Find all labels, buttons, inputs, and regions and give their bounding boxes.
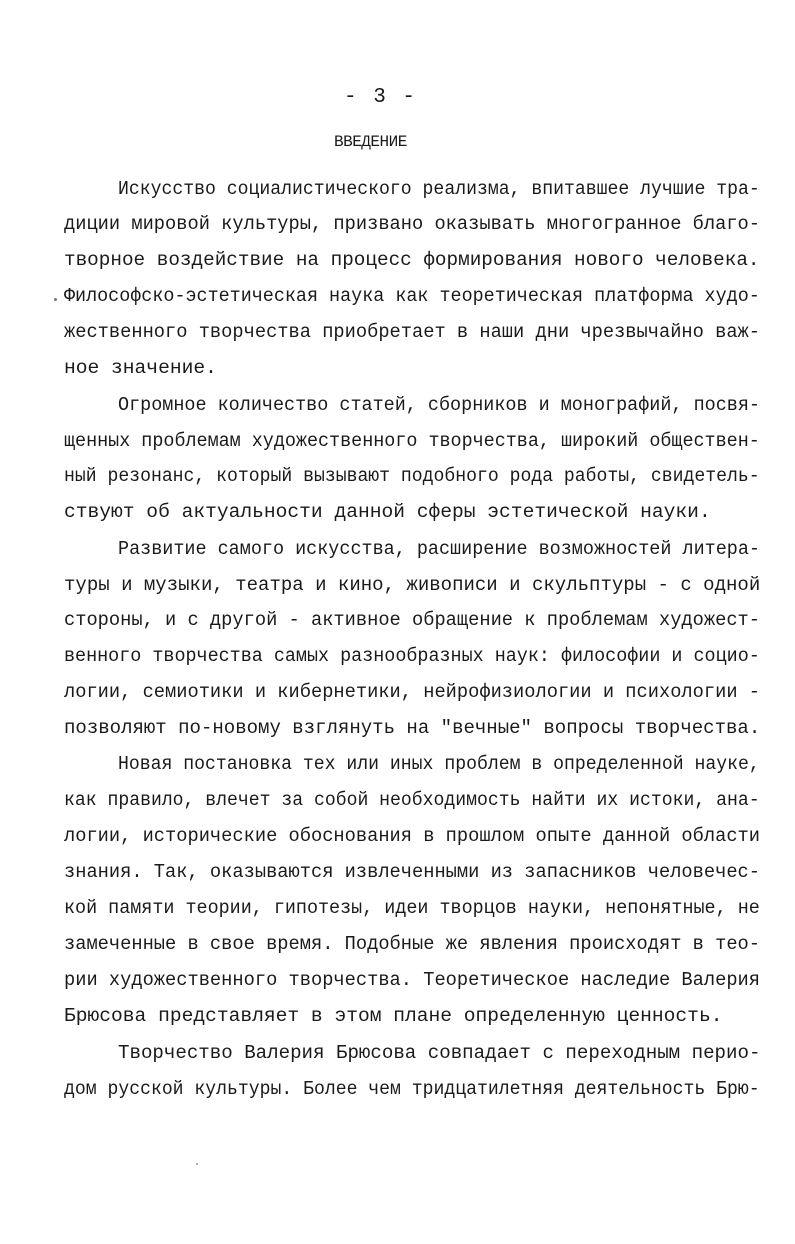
text-line: ный резонанс, который вызывают подобного рода работы, свидетель- bbox=[64, 465, 760, 487]
text-line: замеченные в свое время. Подобные же явления происходят в тео- bbox=[64, 933, 761, 955]
text-line: Искусство социалистического реализма, впитавшее лучшие тра- bbox=[118, 178, 760, 200]
text-line: диции мировой культуры, призвано оказывать многогранное благо- bbox=[64, 213, 761, 235]
text-line: Развитие самого искусства, расширение возможностей литера- bbox=[118, 538, 760, 560]
text-line: логии, семиотики и кибернетики, нейрофизиологии и психологии - bbox=[64, 681, 761, 703]
text-line: ное значение. bbox=[64, 357, 217, 379]
text-line: позволяют по-новому взглянуть на "вечные" вопросы творчества. bbox=[64, 717, 761, 739]
text-line: жественного творчества приобретает в наши дни чрезвычайно важ- bbox=[64, 321, 761, 343]
text-line: знания. Так, оказываются извлеченными из запасников человечес- bbox=[64, 861, 761, 883]
text-line: логии, исторические обоснования в прошлом опыте данной области bbox=[64, 825, 761, 847]
section-heading: ВВЕДЕНИЕ bbox=[334, 133, 407, 151]
text-line: Огромное количество статей, сборников и монографий, посвя- bbox=[118, 394, 760, 416]
scan-speck bbox=[54, 298, 57, 301]
text-line: туры и музыки, театра и кино, живописи и скульптуры - с одной bbox=[64, 574, 761, 596]
text-line: творное воздействие на процесс формирования нового человека. bbox=[64, 249, 760, 271]
page-number: - 3 - bbox=[344, 86, 418, 109]
text-line: рии художественного творчества. Теоретическое наследие Валерия bbox=[64, 969, 761, 991]
text-line: дом русской культуры. Более чем тридцатилетняя деятельность Брю- bbox=[64, 1078, 760, 1100]
text-line: ствуют об актуальности данной сферы эстетической науки. bbox=[64, 501, 711, 523]
text-line: Новая постановка тех или иных проблем в определенной науке, bbox=[118, 753, 760, 775]
text-line: как правило, влечет за собой необходимость найти их истоки, ана- bbox=[64, 789, 760, 811]
text-line: венного творчества самых разнообразных наук: философии и социо- bbox=[64, 645, 760, 667]
text-line: щенных проблемам художественного творчества, широкий обществен- bbox=[64, 430, 760, 452]
text-line: Философско-эстетическая наука как теоретическая платформа худо- bbox=[64, 285, 760, 307]
scan-speck bbox=[196, 1163, 198, 1165]
text-line: стороны, и с другой - активное обращение к проблемам художест- bbox=[64, 609, 761, 631]
text-line: кой памяти теории, гипотезы, идеи творцов науки, непонятные, не bbox=[64, 897, 760, 919]
text-line: Творчество Валерия Брюсова совпадает с переходным перио- bbox=[118, 1042, 761, 1064]
text-line: Брюсова представляет в этом плане определенную ценность. bbox=[64, 1005, 723, 1027]
